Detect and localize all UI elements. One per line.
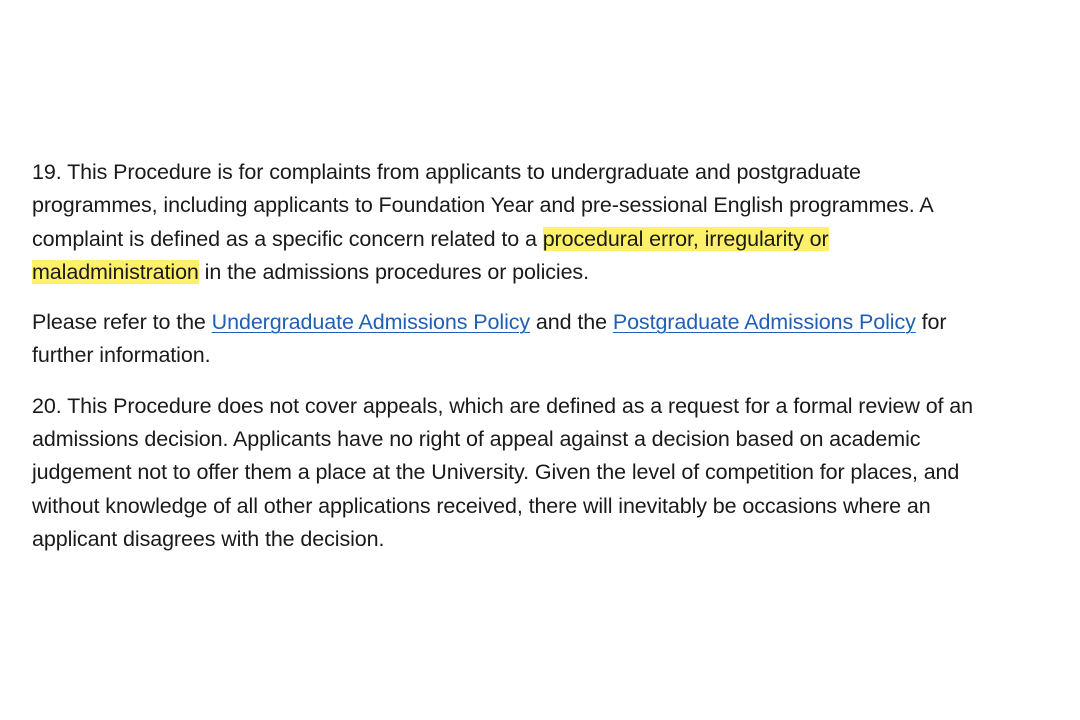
postgraduate-admissions-policy-link[interactable]: Postgraduate Admissions Policy: [612, 310, 916, 335]
document-body: [32, 156, 1072, 556]
paragraph-19: [32, 156, 1072, 289]
refer-paragraph-line-2: further information.: [32, 343, 211, 368]
refer-paragraph-line-1: [32, 306, 1072, 339]
paragraph-19-line-1: 19. This Procedure is for complaints from applicants to undergraduate and postgraduate: [32, 160, 861, 184]
paragraph-19-line-3-text: complaint is defined as a specific concern related to a: [32, 226, 543, 251]
paragraph-19-line-4-text: in the admissions procedures or policies.: [198, 259, 589, 284]
undergraduate-admissions-policy-link[interactable]: Undergraduate Admissions Policy: [211, 310, 531, 335]
refer-text-3: for: [915, 310, 947, 335]
refer-text-2: and the: [530, 310, 613, 335]
paragraph-20-line-5: applicant disagrees with the decision.: [32, 526, 385, 551]
paragraph-20-line-3: judgement not to offer them a place at the University. Given the level of competition for places, and: [32, 460, 960, 485]
highlighted-text-2: maladministration: [32, 259, 199, 284]
paragraph-19-line-3: [32, 223, 1072, 256]
paragraph-19-line-4: [32, 256, 1072, 289]
paragraph-20: [32, 390, 1072, 556]
paragraph-20-line-1: 20. This Procedure does not cover appeals, which are defined as a request for a formal review of an: [32, 393, 974, 418]
refer-paragraph: [32, 306, 1072, 373]
paragraph-20-line-2: admissions decision. Applicants have no right of appeal against a decision based on academic: [32, 427, 921, 452]
paragraph-19-line-2: programmes, including applicants to Foundation Year and pre-sessional English programmes. A: [32, 193, 934, 218]
refer-text-1: Please refer to the: [32, 310, 212, 335]
highlighted-text-1: procedural error, irregularity or: [542, 226, 829, 251]
paragraph-20-line-4: without knowledge of all other applications received, there will inevitably be occasions where an: [32, 493, 931, 518]
